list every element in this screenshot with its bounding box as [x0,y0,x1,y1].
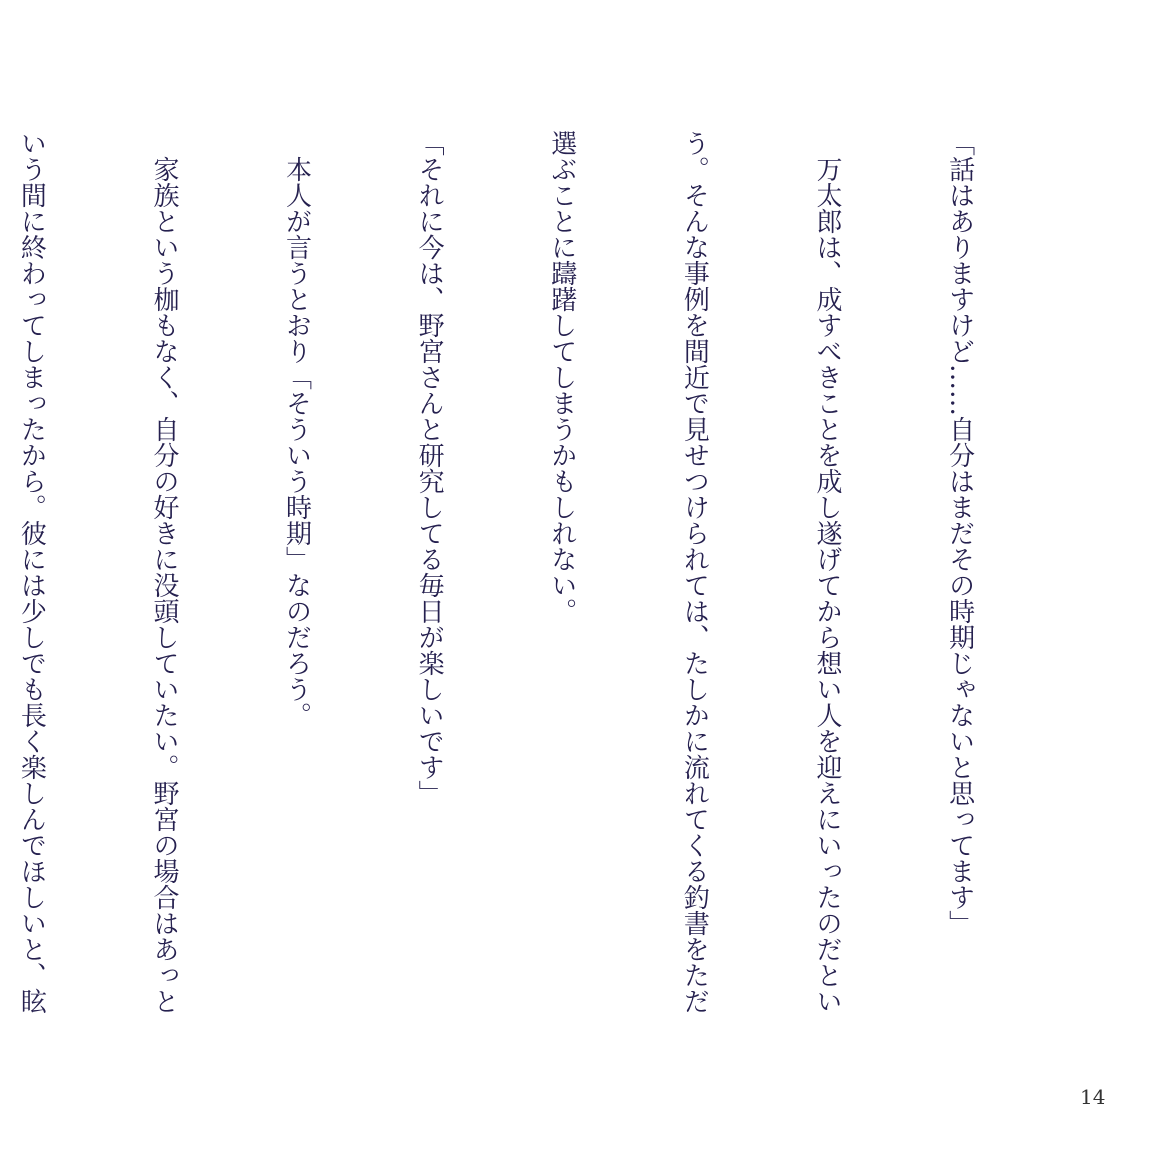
text-line: 選ぶことに躊躇してしまうかもしれない。 [546,130,577,624]
text-line: う。そんな事例を間近で見せつけられては、たしかに流れてくる釣書をただ [679,130,710,1014]
text-line: 万太郎は、成すべきことを成し遂げてから想い人を迎えにいったのだとい [811,130,842,1014]
text-line: 「それに今は、野宮さんと研究してる毎日が楽しいです」 [414,130,445,806]
vertical-text-body [0,130,1070,1065]
text-line: 家族という枷もなく、自分の好きに没頭していたい。野宮の場合はあっと [148,130,179,1014]
text-line: 「話はありますけど……自分はまだその時期じゃないと思ってます」 [944,130,975,936]
page-number: 14 [1080,1085,1106,1109]
text-line: いう間に終わってしまったから。彼には少しでも長く楽しんでほしいと、眩 [16,130,47,1014]
text-line: 本人が言うとおり「そういう時期」なのだろう。 [281,130,312,728]
